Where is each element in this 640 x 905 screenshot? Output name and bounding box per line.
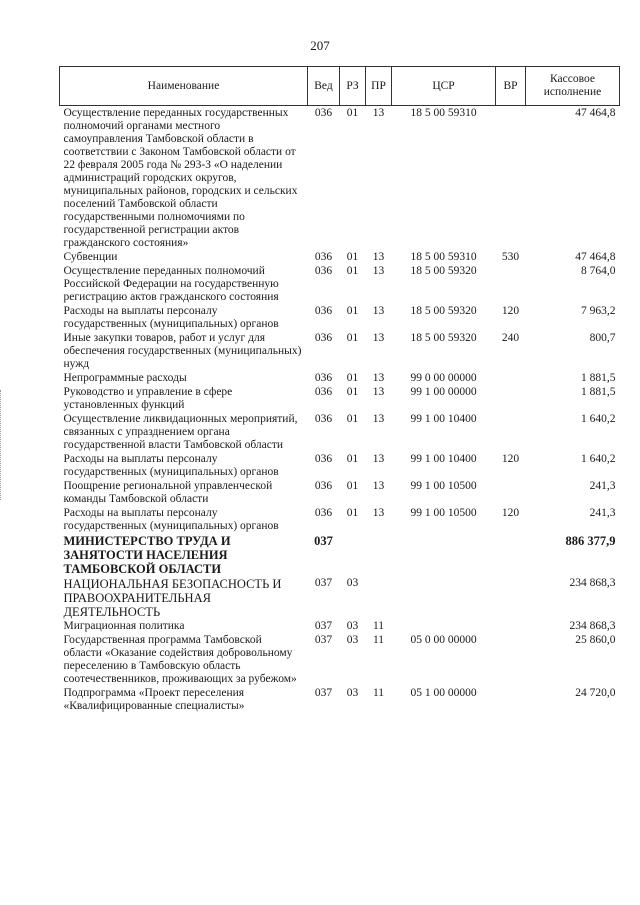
cell-vr — [496, 412, 526, 452]
cell-ved: 036 — [314, 453, 333, 465]
cell-pr: 13 — [372, 107, 385, 119]
cell-name: НАЦИОНАЛЬНАЯ БЕЗОПАСНОСТЬ И ПРАВООХРАНИТЕЛЬНАЯ ДЕЯТЕЛЬНОСТЬ — [63, 577, 282, 619]
table-row — [60, 686, 620, 713]
table-body — [60, 106, 620, 714]
cell-csr: 05 1 00 00000 — [410, 687, 477, 699]
cell-vr — [496, 576, 526, 619]
table-row — [60, 304, 620, 331]
cell-rz: 03 — [346, 687, 359, 699]
cell-pr: 13 — [372, 251, 385, 263]
cell-ved: 037 — [314, 634, 333, 646]
cell-ved: 036 — [314, 480, 333, 492]
cell-ved: 036 — [314, 251, 333, 263]
cell-ved: 037 — [314, 577, 333, 589]
cell-ved: 036 — [314, 372, 333, 384]
cell-ved: 036 — [314, 107, 333, 119]
cell-ved: 036 — [314, 332, 333, 344]
cell-rz — [340, 533, 366, 576]
cell-csr: 99 1 00 10500 — [410, 480, 477, 492]
cell-rz: 01 — [346, 305, 359, 317]
cell-ved: 037 — [314, 534, 333, 548]
cell-name: Субвенции — [63, 251, 118, 263]
cell-rz: 01 — [346, 107, 359, 119]
cell-amount: 47 464,8 — [575, 251, 616, 263]
cell-csr: 99 1 00 10500 — [410, 507, 477, 519]
cell-vr: 120 — [501, 305, 520, 317]
cell-amount: 234 868,3 — [569, 577, 616, 589]
scan-artifact — [0, 390, 4, 500]
cell-pr: 13 — [372, 413, 385, 425]
cell-csr: 05 0 00 00000 — [410, 634, 477, 646]
cell-amount: 1 881,5 — [581, 386, 616, 398]
cell-name: Расходы на выплаты персоналу государственных (муниципальных) органов — [63, 507, 279, 532]
cell-rz: 03 — [346, 634, 359, 646]
header-vr: ВР — [496, 67, 526, 106]
table-row — [60, 331, 620, 371]
cell-amount: 47 464,8 — [575, 107, 616, 119]
cell-amount: 24 720,0 — [575, 687, 616, 699]
cell-name: Осуществление переданных государственных полномочий органами местного самоуправления Тамбовской области в соответствии с Законом Тамбовской области от 22 февраля 2005 года № 293-З «О наделении администраций городских округов, муниципальных районов, городских и сельских поселений Тамбовской области государственными полномочиями по государственной регистрации актов гражданского состояния» — [63, 107, 298, 249]
cell-name: Миграционная политика — [63, 620, 185, 632]
cell-vr — [496, 619, 526, 633]
cell-csr: 18 5 00 59310 — [410, 107, 477, 119]
cell-csr: 18 5 00 59320 — [410, 265, 477, 277]
header-rz: РЗ — [340, 67, 366, 106]
header-ved: Вед — [308, 67, 340, 106]
header-pr: ПР — [366, 67, 392, 106]
table-row — [60, 633, 620, 686]
table-header-row — [60, 67, 620, 106]
cell-rz: 01 — [346, 251, 359, 263]
cell-name: Руководство и управление в сфере установленных функций — [63, 386, 233, 411]
cell-name: Расходы на выплаты персоналу государственных (муниципальных) органов — [63, 305, 279, 330]
cell-name: Непрограммные расходы — [63, 372, 187, 384]
cell-name: Осуществление переданных полномочий Российской Федерации на государственную регистрацию актов гражданского состояния — [63, 265, 279, 303]
header-amount: Кассовое исполнение — [526, 67, 620, 106]
cell-vr — [496, 385, 526, 412]
cell-vr — [496, 633, 526, 686]
table-row — [60, 506, 620, 533]
cell-ved: 036 — [314, 305, 333, 317]
cell-amount: 234 868,3 — [569, 620, 616, 632]
cell-csr — [392, 576, 496, 619]
cell-rz: 01 — [346, 480, 359, 492]
cell-name: Расходы на выплаты персоналу государственных (муниципальных) органов — [63, 453, 279, 478]
cell-csr: 18 5 00 59320 — [410, 332, 477, 344]
cell-vr — [496, 686, 526, 713]
page-number: 207 — [310, 38, 330, 53]
cell-pr: 11 — [372, 620, 385, 632]
cell-vr: 240 — [501, 332, 520, 344]
cell-rz: 01 — [346, 372, 359, 384]
cell-pr: 13 — [372, 332, 385, 344]
cell-amount: 25 860,0 — [575, 634, 616, 646]
cell-ved: 036 — [314, 507, 333, 519]
cell-rz: 01 — [346, 413, 359, 425]
cell-amount: 241,3 — [589, 507, 616, 519]
cell-rz: 01 — [346, 332, 359, 344]
table-row — [60, 385, 620, 412]
cell-ved: 037 — [314, 687, 333, 699]
table-row — [60, 371, 620, 385]
cell-amount: 800,7 — [589, 332, 616, 344]
table-row — [60, 576, 620, 619]
header-csr: ЦСР — [392, 67, 496, 106]
cell-pr — [366, 533, 392, 576]
cell-pr: 13 — [372, 507, 385, 519]
cell-vr: 530 — [501, 251, 520, 263]
table-row — [60, 250, 620, 264]
cell-csr: 99 0 00 00000 — [410, 372, 477, 384]
table-row — [60, 479, 620, 506]
table-row — [60, 412, 620, 452]
cell-vr — [496, 371, 526, 385]
cell-csr: 18 5 00 59320 — [410, 305, 477, 317]
cell-rz: 01 — [346, 453, 359, 465]
cell-csr — [392, 619, 496, 633]
cell-csr: 18 5 00 59310 — [410, 251, 477, 263]
cell-rz: 01 — [346, 265, 359, 277]
table-row — [60, 264, 620, 304]
table-row — [60, 533, 620, 576]
cell-rz: 03 — [346, 577, 359, 589]
cell-amount: 241,3 — [589, 480, 616, 492]
cell-ved: 036 — [314, 386, 333, 398]
cell-name: Осуществление ликвидационных мероприятий, связанных с упразднением органа государственной власти Тамбовской области — [63, 413, 298, 451]
budget-table — [59, 66, 620, 713]
cell-ved: 037 — [314, 620, 333, 632]
cell-name: Иные закупки товаров, работ и услуг для обеспечения государственных (муниципальных) нужд — [63, 332, 302, 370]
cell-amount: 886 377,9 — [565, 534, 616, 548]
table-row — [60, 619, 620, 633]
cell-pr: 13 — [372, 480, 385, 492]
cell-name: Подпрограмма «Проект переселения «Квалифицированные специалисты» — [63, 687, 245, 712]
cell-amount: 1 640,2 — [581, 453, 616, 465]
cell-amount: 1 881,5 — [581, 372, 616, 384]
cell-vr — [496, 264, 526, 304]
cell-name: Поощрение региональной управленческой команды Тамбовской области — [63, 480, 273, 505]
cell-rz: 01 — [346, 507, 359, 519]
cell-vr: 120 — [501, 453, 520, 465]
cell-pr: 13 — [372, 372, 385, 384]
cell-rz: 03 — [346, 620, 359, 632]
cell-csr: 99 1 00 10400 — [410, 413, 477, 425]
cell-vr — [496, 533, 526, 576]
cell-pr: 13 — [372, 305, 385, 317]
header-name: Наименование — [60, 67, 308, 106]
cell-csr: 99 1 00 00000 — [410, 386, 477, 398]
cell-ved: 036 — [314, 265, 333, 277]
cell-pr: 13 — [372, 265, 385, 277]
cell-vr — [496, 479, 526, 506]
cell-csr — [392, 533, 496, 576]
cell-pr: 13 — [372, 453, 385, 465]
cell-ved: 036 — [314, 413, 333, 425]
cell-pr: 11 — [372, 687, 385, 699]
cell-amount: 7 963,2 — [581, 305, 616, 317]
cell-amount: 1 640,2 — [581, 413, 616, 425]
cell-rz: 01 — [346, 386, 359, 398]
cell-pr — [366, 576, 392, 619]
cell-amount: 8 764,0 — [581, 265, 616, 277]
cell-vr — [496, 106, 526, 251]
cell-pr: 13 — [372, 386, 385, 398]
table-row — [60, 106, 620, 251]
cell-csr: 99 1 00 10400 — [410, 453, 477, 465]
table-row — [60, 452, 620, 479]
cell-name: МИНИСТЕРСТВО ТРУДА И ЗАНЯТОСТИ НАСЕЛЕНИЯ ТАМБОВСКОЙ ОБЛАСТИ — [63, 534, 231, 576]
cell-name: Государственная программа Тамбовской области «Оказание содействия добровольному переселению в Тамбовскую область соотечественников, проживающих за рубежом» — [63, 634, 297, 685]
cell-vr: 120 — [501, 507, 520, 519]
cell-pr: 11 — [372, 634, 385, 646]
